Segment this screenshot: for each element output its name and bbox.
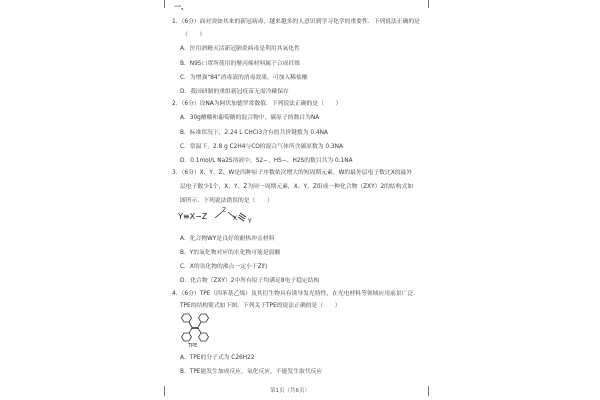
tpe-figure-label: TPE bbox=[188, 343, 198, 349]
question-4-line-2: TPE的结构简式如下图，下列关于TPE的说法正确的是（ ） bbox=[180, 303, 341, 309]
section-title: 一、 bbox=[174, 3, 188, 11]
page-corner-mark bbox=[154, 386, 165, 396]
page-corner-mark bbox=[154, 0, 165, 8]
question-3-option-c: C．X的氢化物的沸点一定小于Z的 bbox=[180, 264, 268, 270]
question-2-option-b: B．标准状况下，2.24 L CHCl3含有的共价键数为 0.4NA bbox=[180, 130, 328, 136]
question-2-option-d: D．0.1mol/L Na2S溶液中，S2−、HS−、H2S的数目共为 0.1NA bbox=[180, 158, 353, 164]
question-3-line-3: 图所示．下列说法错误的是（ ） bbox=[180, 198, 273, 204]
page-corner-mark bbox=[428, 0, 439, 8]
question-3-option-b: B．Y的氧化物对应的水化物可能是弱酸 bbox=[180, 250, 281, 256]
question-1-option-a: A．医用酒精灭活新冠肺炎病毒是利用其氧化性 bbox=[180, 46, 300, 52]
question-1-option-c: C．为增强“84”消毒液的消毒效果，可加入稀盐酸 bbox=[180, 75, 308, 81]
formula-atom-x: X bbox=[233, 215, 238, 222]
page-footer: 第1页（共6页） bbox=[270, 388, 310, 394]
question-1-option-b: B．N95口罩所使用的聚丙烯材料属于合成纤维 bbox=[180, 61, 301, 67]
question-4-option-b: B．TPE能发生加成反应，氧化反应，不能发生取代反应 bbox=[180, 369, 323, 375]
question-1-line-2: （ ） bbox=[182, 32, 206, 38]
question-1-line-1: 1．（6分）面对突如其来的新冠病毒，越来越多的人意识到学习化学的重要性．下列说法正确的是 bbox=[172, 19, 420, 25]
formula-left-text: Y≡X−Z bbox=[178, 212, 208, 221]
question-4-option-a: A．TPE的分子式为 C26H22 bbox=[180, 355, 255, 361]
tpe-molecule-graphic bbox=[178, 313, 212, 343]
page-corner-mark bbox=[428, 386, 439, 396]
question-2-option-c: C．常温下，2.8 g C2H4与CO的混合气体所含碳原数为 0.3NA bbox=[180, 144, 343, 150]
question-2-line-1: 2．（6分）设NA为阿伏加德罗常数值．下列说法正确的是（ ） bbox=[172, 101, 342, 107]
question-3-option-a: A．化合物WY是良好的耐热冲击材料 bbox=[180, 236, 275, 242]
question-2-option-a: A．30g醋酸和葡萄糖的混合物中，碳原子的数目为NA bbox=[180, 115, 320, 121]
question-3-option-d: D．化合物（ZXY）2中所有原子均满足8电子稳定结构 bbox=[180, 278, 320, 284]
question-4-line-1: 4．（6分）TPE（四苯基乙烯）及其衍生物具有诱导发光特性，在光电材料等领域应用前景广泛． bbox=[172, 291, 420, 297]
structural-formula bbox=[178, 208, 268, 228]
question-1-option-d: D．我国研制的重组新冠疫苗无需冷藏保存 bbox=[180, 89, 289, 95]
question-3-line-2: 层电子数少1个，X、Y、Z为同一周期元素，X、Y、Z组成一种化合物（ZXY）2的结构式如 bbox=[180, 184, 414, 190]
question-3-line-1: 3．（6分）X、Y、Z、W是四种原子序数依次增大的短周期元素，W的最外层电子数比X的最外 bbox=[172, 170, 413, 176]
formula-atom-z: Z bbox=[222, 207, 227, 214]
formula-atom-y: Y bbox=[248, 218, 252, 225]
tpe-structure-figure bbox=[178, 313, 212, 351]
